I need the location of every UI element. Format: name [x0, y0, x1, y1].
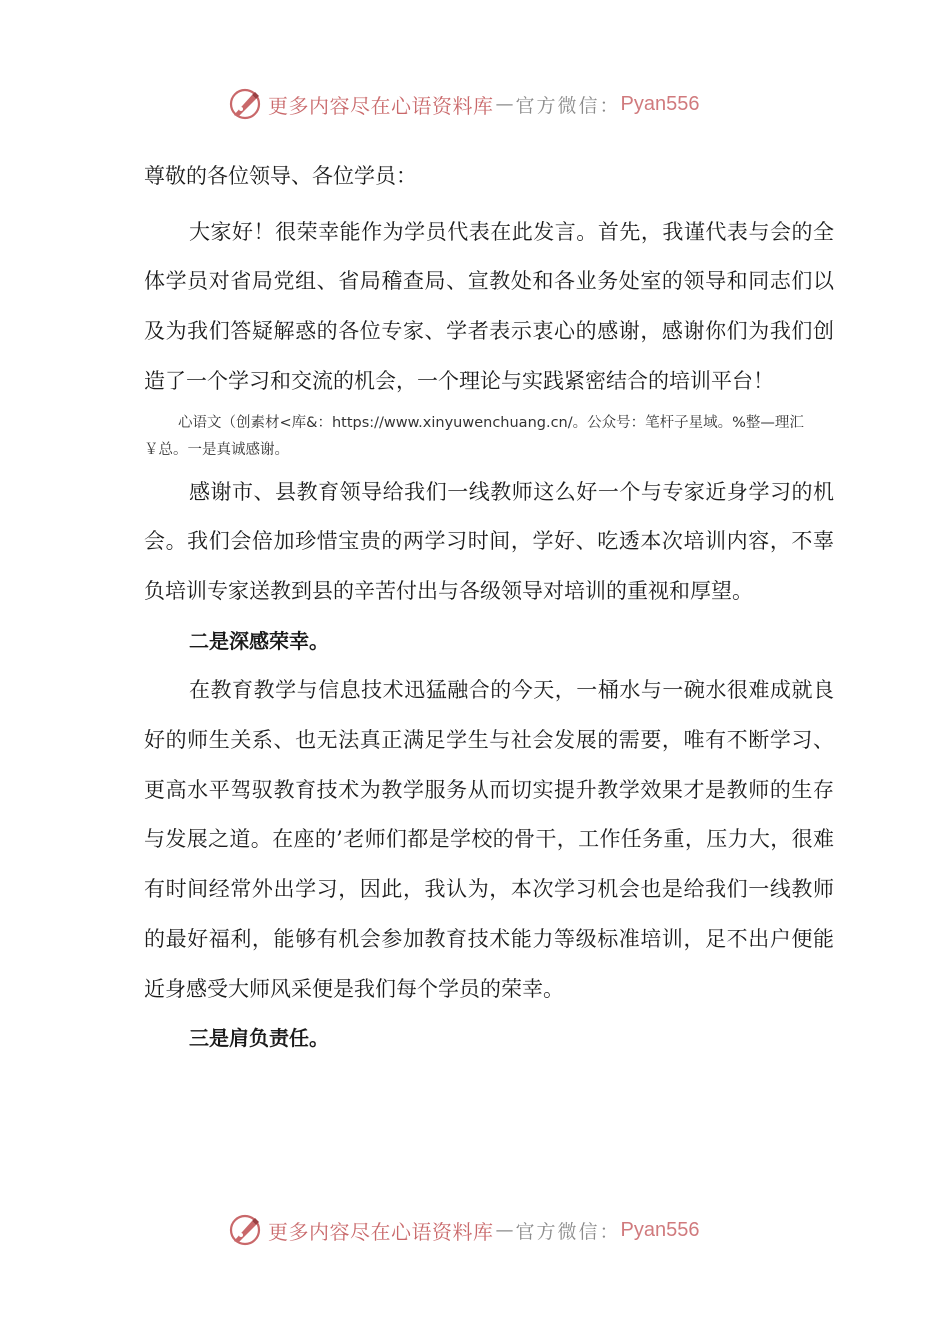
banner-separator: — — [495, 1219, 514, 1241]
section-heading-honored: 二是深感荣幸。 — [189, 628, 329, 653]
pen-circle-logo-icon — [228, 1213, 262, 1247]
salutation: 尊敬的各位领导、各位学员： — [144, 164, 417, 188]
banner-main-text: 更多内容尽在心语资料库 — [268, 1219, 494, 1244]
banner-separator: — — [495, 93, 514, 115]
footer-watermark-banner — [228, 1210, 699, 1250]
banner-main-text: 更多内容尽在心语资料库 — [268, 93, 494, 118]
banner-wechat-id: Pyan556 — [620, 1218, 700, 1241]
header-watermark-banner — [228, 84, 699, 124]
paragraph-thanks-intro: 大家好！很荣幸能作为学员代表在此发言。首先，我谨代表与会的全体学员对省局党组、省局稽查局、宣教处和各业务处室的领导和同志们以及为我们答疑解惑的各位专家、学者表示衷心的感谢，感谢你们为我们创造了一个学习和交流的机会，一个理论与实践紧密结合的培训平台！ — [144, 219, 834, 393]
paragraph-thanks-leaders: 感谢市、县教育领导给我们一线教师这么好一个与专家近身学习的机会。我们会倍加珍惜宝贵的两学习时间，学好、吃透本次培训内容，不辜负培训专家送教到县的辛苦付出与各级领导对培训的重视和厚望。 — [144, 479, 834, 603]
paragraph-honored: 在教育教学与信息技术迅猛融合的今天，一桶水与一碗水很难成就良好的师生关系、也无法真正满足学生与社会发展的需要，唯有不断学习、更高水平驾驭教育技术为教学服务从而切实提升教学效果才是教师的生存与发展之道。在座的’老师们都是学校的骨干，工作任务重，压力大，很难有时间经常外出学习，因此，我认为，本次学习机会也是给我们一线教师的最好福利，能够有机会参加教育技术能力等级标准培训，足不出户便能近身感受大师风采便是我们每个学员的荣幸。 — [144, 678, 834, 1001]
document-body — [144, 152, 834, 1064]
banner-wechat-label: 官方微信： — [515, 94, 621, 117]
banner-wechat-label: 官方微信： — [515, 1220, 621, 1243]
banner-wechat-id: Pyan556 — [620, 92, 700, 115]
pen-circle-logo-icon — [228, 87, 262, 121]
section-heading-responsibility: 三是肩负责任。 — [189, 1026, 329, 1051]
source-note: 心语文（创素材<库&：https://www.xinyuwenchuang.cn/。公众号：笔杆子星域。%整—理汇￥总。一是真诚感谢。 — [144, 414, 804, 458]
